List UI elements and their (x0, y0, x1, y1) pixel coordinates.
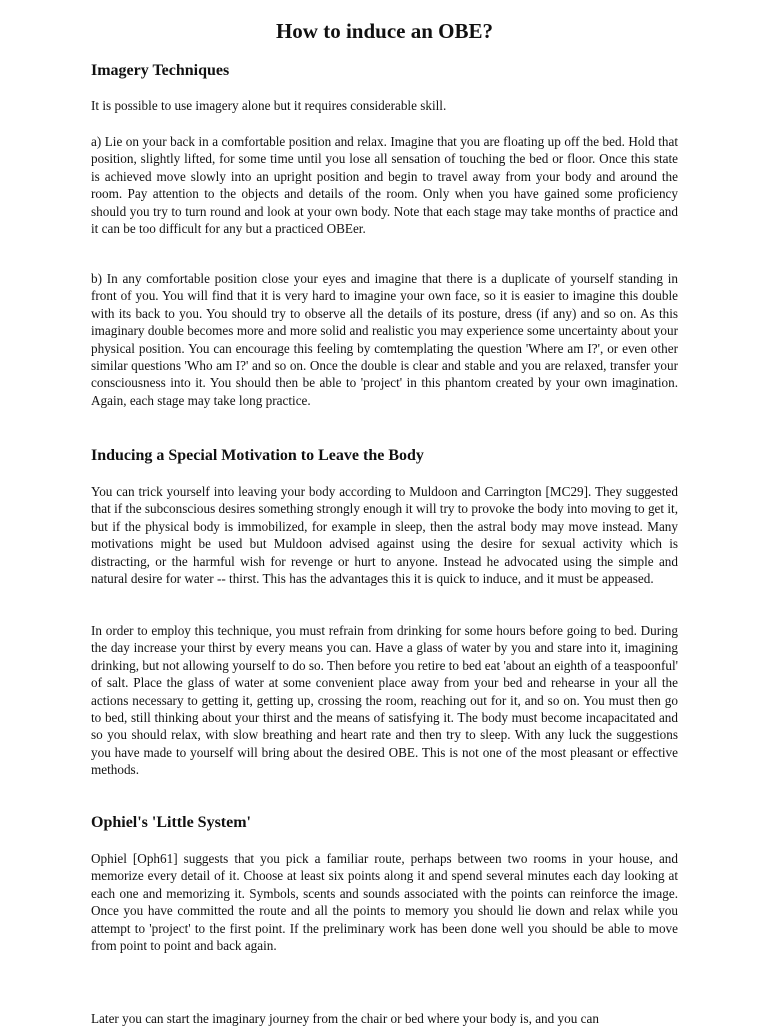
section-heading-little-system: Ophiel's 'Little System' (91, 814, 251, 831)
section-heading-special-motivation: Inducing a Special Motivation to Leave the Body (91, 447, 424, 464)
paragraph-imagery-technique-b: b) In any comfortable position close your eyes and imagine that there is a duplicate of yourself standing in front of you. You will find that it is very hard to imagine your own face, so it is easier to imagine this double with its back to you. You should try to observe all the details of its posture, dress (if any) and so on. As this imaginary double becomes more and more solid and realistic you may experience some uncertainty about your physical position. You can encourage this feeling by comtemplating the question 'Where am I?', or even other similar questions 'Who am I?' and so on. Once the double is clear and stable and you are relaxed, transfer your consciousness into it. You should then be able to 'project' in this phantom created by your own imagination. Again, each stage may take long practice. (91, 271, 678, 408)
paragraph-little-system-route: Ophiel [Oph61] suggests that you pick a familiar route, perhaps between two rooms in your house, and memorize every detail of it. Choose at least six points along it and spend several minutes each day looking at each one and memorizing it. Symbols, scents and sounds associated with the points can reinforce the image. Once you have committed the route and all the points to memory you should lie down and relax while you attempt to 'project' to the first point. If the preliminary work has been done well you should be able to move from point to point and back again. (91, 851, 678, 954)
paragraph-motivation-muldoon: You can trick yourself into leaving your body according to Muldoon and Carrington [MC29]. They suggested that if the subconscious desires something strongly enough it will try to provoke the body into moving to get it, but if the physical body is immobilized, for example in sleep, then the astral body may move instead. Many motivations might be used but Muldoon advised against using the desire for sexual activity which is distracting, or the harmful wish for revenge or hurt to anyone. Instead he advocated using the simple and natural desire for water -- thirst. This has the advantages this it is quick to induce, and it must be appeased. (91, 484, 678, 587)
paragraph-imagery-intro: It is possible to use imagery alone but it requires considerable skill. (91, 98, 447, 113)
paragraph-imagery-technique-a: a) Lie on your back in a comfortable position and relax. Imagine that you are floating up off the bed. Hold that position, slightly lifted, for some time until you lose all sensation of touching the bed or floor. Once this state is achieved move slowly into an upright position and begin to travel away from your body and around the room. Pay attention to the objects and details of the room. Only when you have gained some proficiency should you try to turn round and look at your own body. Note that each stage may take months of practice and it can be too difficult for any but a practiced OBEer. (91, 134, 678, 237)
paragraph-little-system-journey: Later you can start the imaginary journey from the chair or bed where your body is, and you can (91, 1011, 599, 1026)
section-heading-imagery-techniques: Imagery Techniques (91, 62, 230, 79)
page-title: How to induce an OBE? (275, 19, 494, 43)
paragraph-motivation-technique: In order to employ this technique, you must refrain from drinking for some hours before going to bed. During the day increase your thirst by every means you can. Have a glass of water by you and stare into it, imagining drinking, but not allowing yourself to do so. Then before you retire to bed eat 'about an eighth of a teaspoonful' of salt. Place the glass of water at some convenient place away from your bed and rehearse in your all the actions necessary to getting it, getting up, crossing the room, reaching out for it, and so on. You must then go to bed, still thinking about your thirst and the means of satisfying it. The body must become incapacitated and so you should relax, with slow breathing and heart rate and then try to sleep. With any luck the suggestions you have made to yourself will bring about the desired OBE. This is not one of the most pleasant or effective methods. (91, 623, 678, 778)
